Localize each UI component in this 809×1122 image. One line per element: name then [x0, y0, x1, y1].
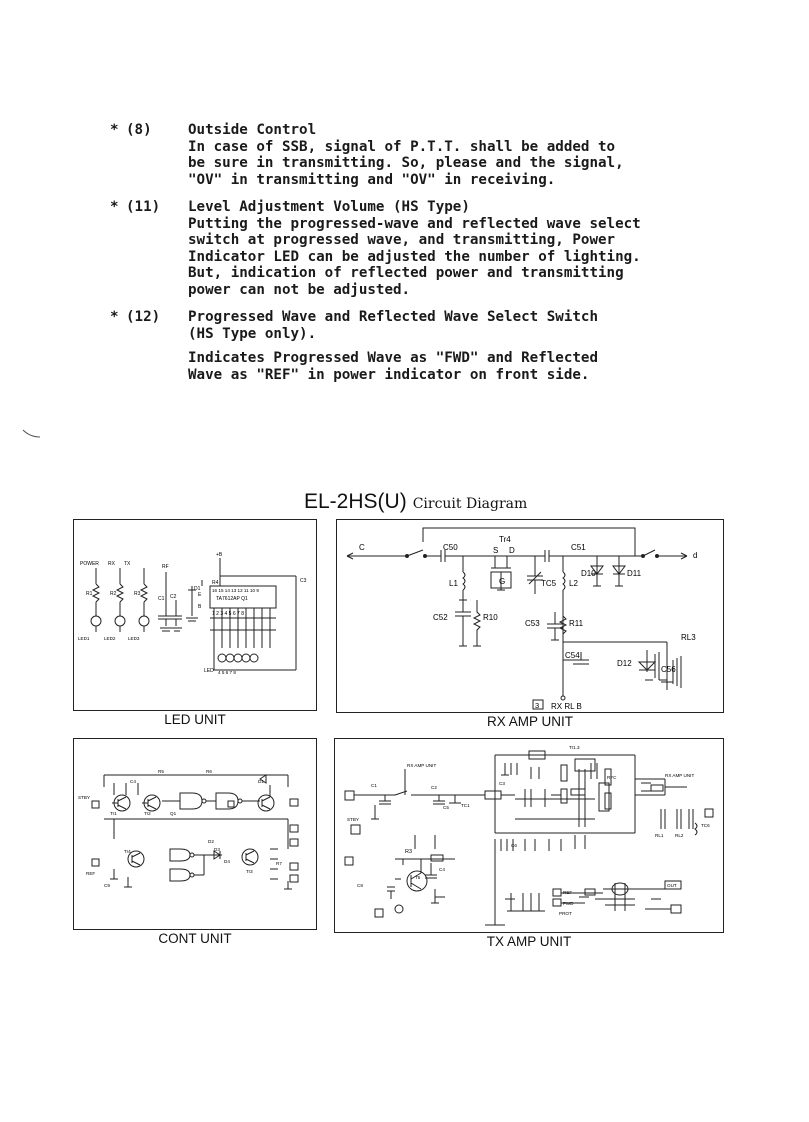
r1-label: R1 — [86, 591, 93, 597]
stby-label: STBY — [78, 795, 90, 800]
plus-b-label: +B — [216, 552, 223, 558]
tx-amp-unit-panel — [334, 738, 724, 933]
c6-label: C6 — [511, 843, 517, 848]
e-label: E — [198, 592, 202, 598]
led3-label: LED3 — [128, 636, 140, 641]
led-numbers: 4 5 6 7 8 — [218, 670, 236, 675]
rfc-label: RFC — [607, 775, 617, 780]
tc5-label: TC5 — [541, 579, 557, 588]
d4-label: D4 — [224, 859, 230, 864]
note-body: Level Adjustment Volume (HS Type) Putting the progressed-wave and reflected wave select switch at progressed wave, and transmitting, Power Indicator LED can be adjusted the number of lighting. But, indication of reflected power and transmitting power can not be adjusted. — [188, 199, 641, 298]
diagram-title — [304, 490, 527, 514]
c52-label: C52 — [433, 613, 448, 622]
rx-amp-unit-right-ref: RX AMP UNIT — [665, 773, 695, 778]
rx-label: RX — [108, 561, 115, 567]
s-label: S — [493, 546, 499, 555]
cont-unit-schematic — [74, 739, 316, 929]
led-label: LED — [204, 668, 214, 674]
diagram-title-main: EL-2HS(U) — [304, 490, 407, 513]
c9-label: C9 — [104, 883, 110, 888]
ref-label: REF — [86, 871, 96, 876]
rx-amp-unit-label: RX AMP UNIT — [486, 714, 574, 729]
tx-label: TX — [124, 561, 131, 567]
tx-amp-schematic — [335, 739, 723, 932]
diagram-subtitle: Circuit Diagram — [412, 496, 528, 512]
d1-label: D1 — [194, 586, 201, 592]
note-bullet: * — [110, 309, 119, 325]
c2-label: C2 — [170, 594, 177, 600]
note-bullet: * — [110, 199, 119, 215]
c4-label: C4 — [439, 867, 445, 872]
rf-label: RF — [162, 564, 169, 570]
rx-amp-unit-ref: RX AMP UNIT — [407, 763, 437, 768]
led2-label: LED2 — [104, 636, 116, 641]
c2-label: C2 — [431, 785, 437, 790]
note-number: (12) — [126, 309, 161, 325]
d-out-label: d — [693, 551, 698, 560]
note-8 — [110, 122, 730, 188]
ref-label: REF — [563, 890, 573, 895]
r5-label: R5 — [158, 769, 164, 774]
notes-section — [110, 122, 730, 394]
tr4-label: Tr4 — [499, 535, 511, 544]
c3-label: C3 — [300, 578, 307, 584]
rl1-label: RL1 — [655, 833, 664, 838]
box-3-label: 3 — [535, 701, 540, 710]
c50-label: C50 — [443, 543, 458, 552]
c4-label: C4 — [130, 779, 136, 784]
r4-label: R4 — [212, 580, 219, 586]
note-body: Outside Control In case of SSB, signal of P.T.T. shall be added to be sure in transmitting. So, please and the signal, "OV" in transmitting and "OV" in receiving. — [188, 122, 624, 188]
chip-pins-bottom: 1 2 3 4 5 6 7 8 — [212, 611, 244, 617]
rl3-label: RL3 — [681, 633, 696, 642]
r3-label: R3 — [134, 591, 141, 597]
scan-mark — [22, 428, 42, 440]
led-unit-label: LED UNIT — [164, 712, 226, 727]
r3-label: R3 — [405, 849, 413, 855]
r2-label: R2 — [110, 591, 117, 597]
rl2-label: RL2 — [675, 833, 684, 838]
r6-label: R6 — [206, 769, 212, 774]
out-label: OUT — [667, 883, 677, 888]
t5-label: T5 — [415, 875, 421, 880]
rx-amp-schematic — [337, 520, 723, 712]
power-label: POWER — [80, 561, 99, 567]
c-in-label: C — [359, 543, 365, 552]
led1-label: LED1 — [78, 636, 90, 641]
led-unit-schematic — [74, 520, 316, 710]
c1-label: C1 — [158, 596, 165, 602]
tx-amp-unit-label: TX AMP UNIT — [486, 934, 572, 949]
note-body: Progressed Wave and Reflected Wave Select Switch (HS Type only). — [188, 309, 598, 342]
note-12 — [110, 309, 730, 383]
tr3-label: Tr3 — [246, 869, 253, 874]
tr4-label: Tr4 — [124, 849, 131, 854]
tr13-label: Tr1.3 — [569, 745, 580, 750]
q1-label: Q1 — [170, 811, 177, 816]
note-number: (8) — [126, 122, 152, 138]
fwd-label: FWD — [563, 901, 574, 906]
r10-label: R10 — [483, 613, 498, 622]
rx-amp-unit-panel — [336, 519, 724, 713]
c5-label: C5 — [443, 805, 449, 810]
tr2-label: Tr2 — [144, 811, 151, 816]
c56-label: C56 — [661, 665, 676, 674]
cont-unit-label: CONT UNIT — [158, 931, 232, 946]
c1-label: C1 — [371, 783, 377, 788]
d11-label: D11 — [627, 569, 642, 578]
cont-unit-panel — [73, 738, 317, 930]
d3-label: D3 — [214, 847, 220, 852]
c51-label: C51 — [571, 543, 586, 552]
tc1-label: TC1 — [461, 803, 470, 808]
d1-label: D1 — [258, 779, 264, 784]
d-label: D — [509, 546, 515, 555]
d10-label: D10 — [581, 569, 596, 578]
stby-label: STBY — [347, 817, 359, 822]
note-number: (11) — [126, 199, 161, 215]
tc6-label: TC6 — [701, 823, 710, 828]
r11-label: R11 — [569, 619, 584, 628]
l2-label: L2 — [569, 579, 578, 588]
prot-label: PROT — [559, 911, 572, 916]
c54-label: C54 — [565, 651, 580, 660]
led-unit-panel — [73, 519, 317, 711]
g-label: G — [499, 577, 506, 586]
chip-name: TA7612AP Q1 — [216, 596, 248, 602]
c53-label: C53 — [525, 619, 540, 628]
d12-label: D12 — [617, 659, 632, 668]
l1-label: L1 — [449, 579, 458, 588]
note-11 — [110, 199, 730, 298]
note-bullet: * — [110, 122, 119, 138]
c8-label: C8 — [357, 883, 363, 888]
rx-rl-b-label: RX RL B — [551, 702, 582, 711]
note-body-extra: Indicates Progressed Wave as "FWD" and Reflected Wave as "REF" in power indicator on front side. — [188, 350, 598, 383]
d2-label: D2 — [208, 839, 214, 844]
r7-label: R7 — [276, 861, 282, 866]
b-label: B — [198, 604, 202, 610]
chip-pins-top: 16 15 14 13 12 11 10 9 — [212, 588, 259, 593]
tr1-label: Tr1 — [110, 811, 117, 816]
c3-label: C3 — [499, 781, 505, 786]
